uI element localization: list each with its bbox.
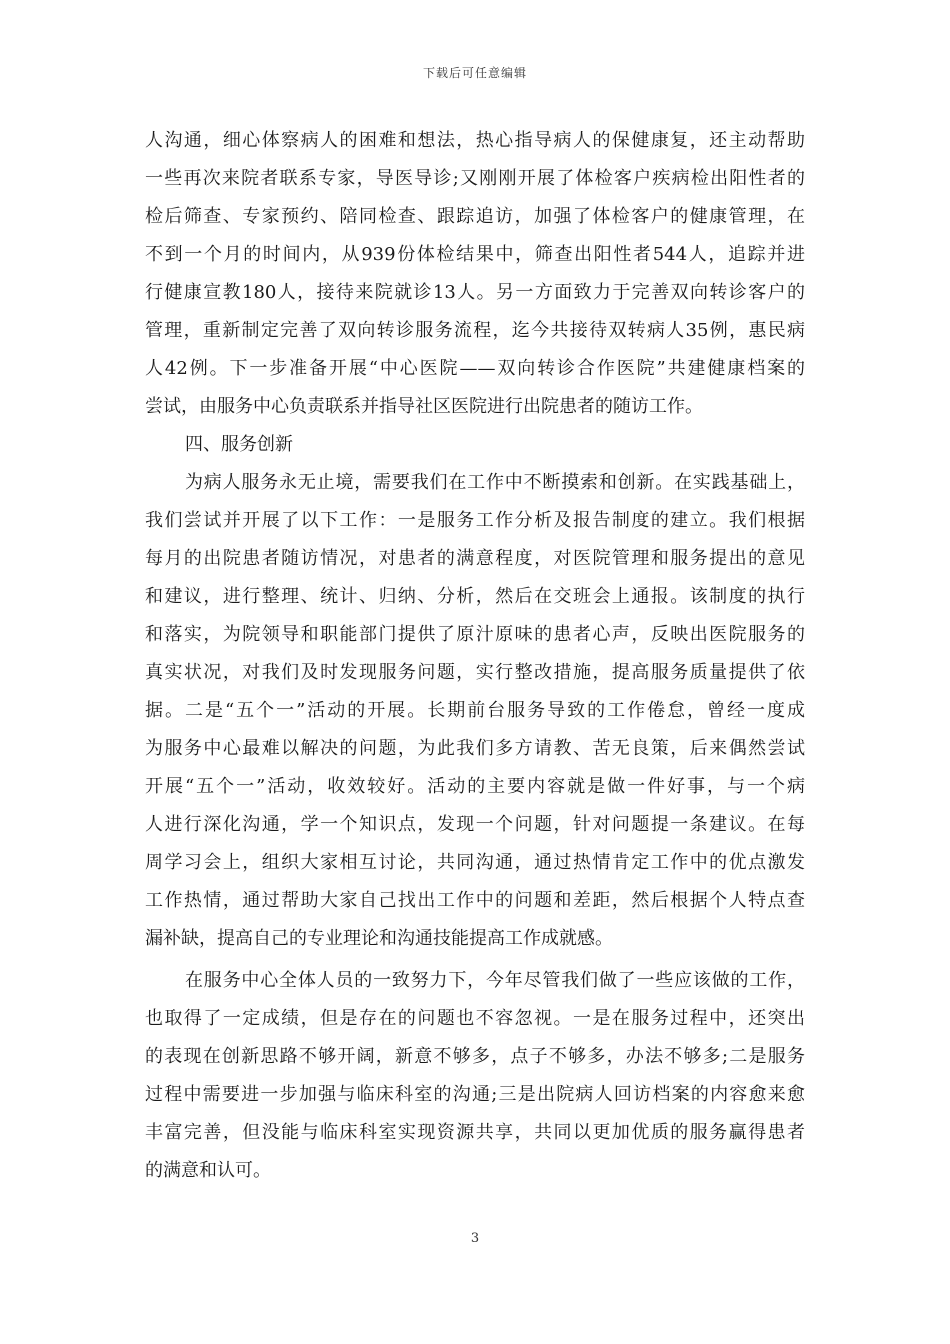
paragraph-line: 和落实，为院领导和职能部门提供了原汁原味的患者心声，反映出医院服务的 xyxy=(145,624,805,645)
paragraph-line: 的表现在创新思路不够开阔，新意不够多，点子不够多，办法不够多;二是服务 xyxy=(145,1046,805,1067)
paragraph-line: 一些再次来院者联系专家，导医导诊;又刚刚开展了体检客户疾病检出阳性者的 xyxy=(145,168,805,189)
paragraph-line: 我们尝试并开展了以下工作：一是服务工作分析及报告制度的建立。我们根据 xyxy=(145,510,805,531)
paragraph-line: 的满意和认可。 xyxy=(145,1160,271,1181)
paragraph-line: 据。二是“五个一”活动的开展。长期前台服务导致的工作倦怠，曾经一度成 xyxy=(145,700,805,721)
section-heading: 四、服务创新 xyxy=(185,434,293,455)
paragraph-line: 真实状况，对我们及时发现服务问题，实行整改措施，提高服务质量提供了依 xyxy=(145,662,805,683)
paragraph-line: 人42例。下一步准备开展“中心医院——双向转诊合作医院”共建健康档案的 xyxy=(145,358,805,379)
paragraph-line: 工作热情，通过帮助大家自己找出工作中的问题和差距，然后根据个人特点查 xyxy=(145,890,805,911)
paragraph-line: 周学习会上，组织大家相互讨论，共同沟通，通过热情肯定工作中的优点激发 xyxy=(145,852,805,873)
paragraph-line: 每月的出院患者随访情况，对患者的满意程度，对医院管理和服务提出的意见 xyxy=(145,548,805,569)
paragraph-line: 开展“五个一”活动，收效较好。活动的主要内容就是做一件好事，与一个病 xyxy=(145,776,805,797)
paragraph-line: 不到一个月的时间内，从939份体检结果中，筛查出阳性者544人，追踪并进 xyxy=(145,244,805,265)
paragraph-line: 过程中需要进一步加强与临床科室的沟通;三是出院病人回访档案的内容愈来愈 xyxy=(145,1084,805,1105)
paragraph-line: 尝试，由服务中心负责联系并指导社区医院进行出院患者的随访工作。 xyxy=(145,396,703,417)
paragraph-line: 为病人服务永无止境，需要我们在工作中不断摸索和创新。在实践基础上， xyxy=(185,472,805,493)
paragraph-line: 在服务中心全体人员的一致努力下，今年尽管我们做了一些应该做的工作， xyxy=(185,970,805,991)
paragraph-line: 丰富完善，但没能与临床科室实现资源共享，共同以更加优质的服务赢得患者 xyxy=(145,1122,805,1143)
paragraph-line: 为服务中心最难以解决的问题，为此我们多方请教、苦无良策，后来偶然尝试 xyxy=(145,738,805,759)
page-header: 下载后可任意编辑 xyxy=(422,66,527,80)
paragraph-line: 管理，重新制定完善了双向转诊服务流程，迄今共接待双转病人35例，惠民病 xyxy=(145,320,805,341)
paragraph-line: 检后筛查、专家预约、陪同检查、跟踪追访，加强了体检客户的健康管理，在 xyxy=(145,206,805,227)
paragraph-line: 行健康宣教180人，接待来院就诊13人。另一方面致力于完善双向转诊客户的 xyxy=(145,282,805,303)
page-number: 3 xyxy=(470,1231,480,1246)
paragraph-line: 人进行深化沟通，学一个知识点，发现一个问题，针对问题提一条建议。在每 xyxy=(145,814,805,835)
paragraph-line: 人沟通，细心体察病人的困难和想法，热心指导病人的保健康复，还主动帮助 xyxy=(145,130,805,151)
paragraph-line: 漏补缺，提高自己的专业理论和沟通技能提高工作成就感。 xyxy=(145,928,613,949)
document-body xyxy=(145,122,805,1190)
paragraph-line: 也取得了一定成绩，但是存在的问题也不容忽视。一是在服务过程中，还突出 xyxy=(145,1008,805,1029)
paragraph-line: 和建议，进行整理、统计、归纳、分析，然后在交班会上通报。该制度的执行 xyxy=(145,586,805,607)
